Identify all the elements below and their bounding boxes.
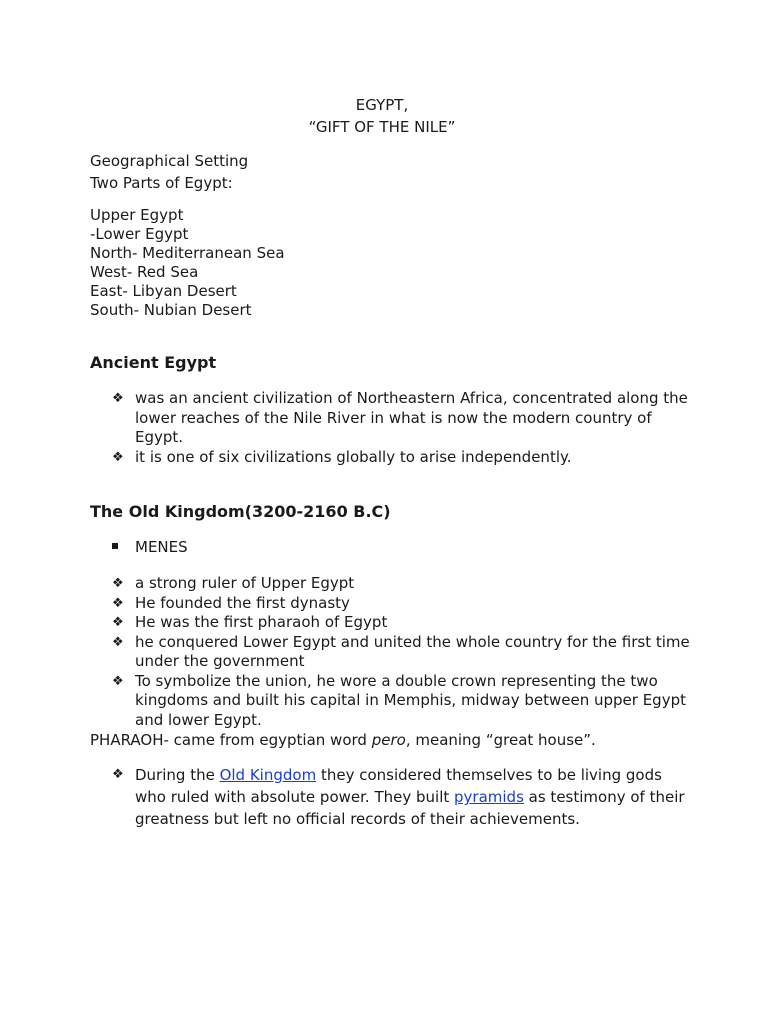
summary-text-b: they considered themselves to be living gods who ruled with absolute power. They built <box>135 766 662 806</box>
title-line-1: EGYPT, <box>355 96 409 114</box>
menes-list <box>90 538 690 558</box>
old-kingdom-bullets <box>90 574 690 730</box>
list-item <box>90 672 690 731</box>
heading-old-kingdom: The Old Kingdom(3200-2160 B.C) <box>90 502 391 521</box>
geo-line-1: Geographical Setting <box>90 152 249 170</box>
list-item <box>90 633 690 672</box>
list-item-text: MENES <box>135 538 188 556</box>
diamond-bullet-icon: ❖ <box>112 449 124 465</box>
list-item-text: was an ancient civilization of Northeastern Africa, concentrated along the lower reaches of the Nile River in what is now the modern country of Egypt. <box>135 389 688 446</box>
parts-line-4: West- Red Sea <box>90 263 199 281</box>
list-item-text: He was the first pharaoh of Egypt <box>135 613 388 631</box>
pharaoh-text-b: , meaning “great house”. <box>405 731 596 749</box>
list-item-text: a strong ruler of Upper Egypt <box>135 574 355 592</box>
list-item <box>90 574 690 594</box>
diamond-bullet-icon: ❖ <box>112 673 124 689</box>
pharaoh-definition <box>90 731 596 750</box>
title-line-2: “GIFT OF THE NILE” <box>308 118 456 136</box>
diamond-bullet-icon: ❖ <box>112 576 124 591</box>
ancient-bullets <box>90 389 690 467</box>
parts-line-5: East- Libyan Desert <box>90 282 237 300</box>
diamond-bullet-icon: ❖ <box>112 634 124 650</box>
old-kingdom-link[interactable]: Old Kingdom <box>219 766 317 784</box>
list-item <box>90 613 690 633</box>
summary-text-a: During the <box>135 766 220 784</box>
diamond-bullet-icon: ❖ <box>112 615 124 630</box>
parts-line-6: South- Nubian Desert <box>90 301 252 319</box>
list-item-text: it is one of six civilizations globally to arise independently. <box>135 447 572 466</box>
list-item <box>90 389 690 448</box>
list-item-text: To symbolize the union, he wore a double crown representing the two kingdoms and built his capital in Memphis, midway between upper Egypt and lower Egypt. <box>135 671 686 729</box>
list-item-text: he conquered Lower Egypt and united the whole country for the first time under the government <box>135 632 690 670</box>
list-item <box>90 448 690 468</box>
parts-list <box>90 206 285 320</box>
list-item-text: He founded the first dynasty <box>135 593 350 612</box>
document-title <box>90 94 674 138</box>
pharaoh-text-a: PHARAOH- came from egyptian word <box>90 731 372 749</box>
diamond-bullet-icon: ❖ <box>112 767 124 782</box>
geo-line-2: Two Parts of Egypt: <box>90 174 233 192</box>
heading-ancient-egypt: Ancient Egypt <box>90 353 217 372</box>
list-item <box>90 594 690 614</box>
pharaoh-word: pero <box>371 731 406 749</box>
parts-line-1: Upper Egypt <box>90 206 184 224</box>
diamond-bullet-icon: ❖ <box>112 595 124 611</box>
diamond-bullet-icon: ❖ <box>112 391 124 406</box>
pyramids-link[interactable]: pyramids <box>454 788 524 806</box>
summary-text-c: as testimony of their greatness but left no official records of their achievements. <box>135 788 685 828</box>
geo-section <box>90 150 248 194</box>
old-kingdom-summary <box>90 764 690 830</box>
parts-line-2: -Lower Egypt <box>90 225 189 243</box>
parts-line-3: North- Mediterranean Sea <box>90 244 285 262</box>
list-item <box>90 764 690 830</box>
list-item <box>90 538 690 558</box>
square-bullet-icon <box>112 543 118 549</box>
